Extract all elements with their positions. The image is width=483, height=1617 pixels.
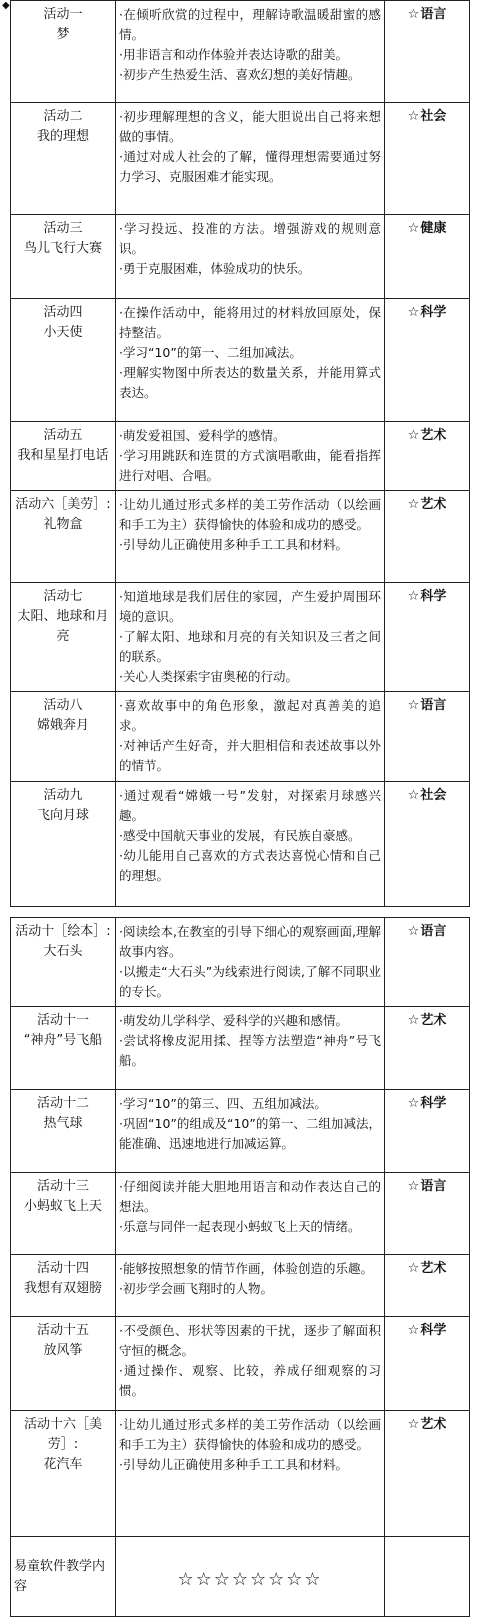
activity-subtitle: 鸟儿飞行大赛 [23,241,102,256]
activity-title: 活动三 [43,221,83,236]
activity-subject-cell [385,299,470,422]
activity-title: 活动八 [43,698,83,713]
activity-subject-cell [385,1090,470,1173]
activity-title-cell [11,422,116,491]
activity-subject-cell [385,1007,470,1090]
star-icon: ☆ [407,1179,420,1194]
objective-item: ·阅读绘本,在教室的引导下细心的观察画面,理解故事内容。 [119,924,381,959]
activity-objectives-cell [116,491,385,583]
activity-title: 活动十四 [36,1261,89,1276]
footer-stars-cell [116,1537,385,1617]
objective-item: ·引导幼儿正确使用多种手工工具和材料。 [119,1457,348,1472]
subject-label: 艺术 [420,497,447,512]
subject-label: 社会 [420,109,447,124]
objective-item: ·能够按照想象的情节作画，体验创造的乐趣。 [119,1261,373,1276]
subject-label: 社会 [420,788,447,803]
rating-stars-icon: ☆☆☆☆☆☆☆☆ [177,1568,323,1590]
activity-title-cell [11,1173,116,1255]
activity-row [11,692,470,782]
activity-title: 活动四 [43,305,83,320]
star-icon: ☆ [407,1096,420,1111]
activity-row [11,299,470,422]
activity-title: 活动六［美劳］: [15,497,111,512]
star-icon: ☆ [407,1417,420,1432]
activity-subtitle: 大石头 [43,944,83,959]
objective-item: ·通过对成人社会的了解，懂得理想需要通过努力学习、克服困难才能实现。 [119,149,381,184]
objective-item: ·学习投远、投准的方法。增强游戏的规则意识。 [119,221,381,256]
activity-subject-cell [385,782,470,907]
activity-objectives-cell [116,1411,385,1537]
activity-subtitle: 飞向月球 [36,808,89,823]
activity-subtitle: 太阳、地球和月亮 [17,609,109,644]
activity-title-cell [11,299,116,422]
activity-table-part-1 [10,0,470,907]
activity-table-body-2 [11,918,470,1537]
objective-item: ·关心人类探索宇宙奥秘的行动。 [119,669,298,684]
activity-subtitle: “神舟”号飞船 [23,1033,103,1048]
star-icon: ☆ [407,7,420,22]
objective-item: ·喜欢故事中的角色形象，激起对真善美的追求。 [119,698,381,733]
activity-subject-cell [385,422,470,491]
activity-objectives-cell [116,299,385,422]
activity-objectives-cell [116,1173,385,1255]
activity-subtitle: 小蚂蚁飞上天 [23,1199,102,1214]
star-icon: ☆ [407,221,420,236]
activity-subject-cell [385,1411,470,1537]
activity-table-body-1 [11,1,470,907]
subject-label: 语言 [420,1179,447,1194]
subject-label: 艺术 [420,1013,447,1028]
activity-subject-cell [385,491,470,583]
activity-subject-cell [385,583,470,692]
activity-title-cell [11,583,116,692]
footer-row [11,1537,470,1617]
objective-item: ·知道地球是我们居住的家园，产生爱护周围环境的意识。 [119,589,381,624]
activity-title-cell [11,491,116,583]
star-icon: ☆ [407,1323,420,1338]
activity-title: 活动十三 [36,1179,89,1194]
activity-title-cell [11,1411,116,1537]
activity-subtitle: 礼物盒 [43,517,83,532]
star-icon: ☆ [407,109,420,124]
activity-objectives-cell [116,1317,385,1411]
activity-objectives-cell [116,692,385,782]
subject-label: 科学 [420,1096,447,1111]
objective-item: ·在操作活动中，能将用过的材料放回原处，保持整洁。 [119,305,381,340]
activity-title-cell [11,692,116,782]
activity-title-cell [11,1317,116,1411]
objective-item: ·初步产生热爱生活、喜欢幻想的美好情趣。 [119,67,361,82]
activity-title-cell [11,782,116,907]
footer-empty-cell [385,1537,470,1617]
activity-objectives-cell [116,422,385,491]
activity-row [11,1,470,103]
footer-label: 易童软件教学内容 [14,1558,106,1594]
activity-objectives-cell [116,1,385,103]
subject-label: 艺术 [420,1417,447,1432]
activity-subject-cell [385,1255,470,1317]
activity-row [11,491,470,583]
objective-item: ·引导幼儿正确使用多种手工工具和材料。 [119,537,348,552]
activity-title-cell [11,103,116,215]
corner-mark: ◆ [2,0,10,11]
activity-row [11,1317,470,1411]
activity-subtitle: 我的理想 [36,129,89,144]
activity-subject-cell [385,692,470,782]
star-icon: ☆ [407,788,420,803]
activity-row [11,103,470,215]
activity-subtitle: 放风筝 [43,1343,83,1358]
activity-row [11,1411,470,1537]
activity-title-cell [11,1007,116,1090]
star-icon: ☆ [407,305,420,320]
activity-table-part-2 [10,917,470,1617]
objective-item: ·让幼儿通过形式多样的美工劳作活动（以绘画和手工为主）获得愉快的体验和成功的感受。 [119,1417,381,1452]
objective-item: ·以搬走“大石头”为线索进行阅读,了解不同职业的专长。 [119,964,381,999]
activity-row [11,422,470,491]
objective-item: ·通过观看“嫦娥一号”发射，对探索月球感兴趣。 [119,788,381,823]
activity-subtitle: 我和星星打电话 [17,448,109,463]
activity-title-cell [11,1255,116,1317]
objective-item: ·感受中国航天事业的发展，有民族自豪感。 [119,828,361,843]
objective-item: ·理解实物图中所表达的数量关系，并能用算式表达。 [119,365,381,400]
subject-label: 科学 [420,305,447,320]
activity-title: 活动十一 [36,1013,89,1028]
activity-subject-cell [385,1317,470,1411]
activity-title: 活动五 [43,428,83,443]
curriculum-document [10,0,460,1617]
subject-label: 艺术 [420,1261,447,1276]
activity-subtitle: 我想有双翅膀 [23,1281,102,1296]
objective-item: ·初步理解理想的含义，能大胆说出自己将来想做的事情。 [119,109,381,144]
objective-item: ·萌发爱祖国、爱科学的感情。 [119,428,286,443]
star-icon: ☆ [407,497,420,512]
star-icon: ☆ [407,698,420,713]
objective-item: ·萌发幼儿学科学、爱科学的兴趣和感情。 [119,1013,348,1028]
objective-item: ·通过操作、观察、比较，养成仔细观察的习惯。 [119,1363,381,1398]
objective-item: ·巩固“10”的组成及“10”的第一、二组加减法，能准确、迅速地进行加减运算。 [119,1116,381,1151]
activity-objectives-cell [116,782,385,907]
activity-title: 活动七 [43,589,83,604]
objective-item: ·不受颜色、形状等因素的干扰，逐步了解面积守恒的概念。 [119,1323,381,1358]
star-icon: ☆ [407,589,420,604]
activity-subtitle: 嫦娥奔月 [36,718,89,733]
activity-subtitle: 梦 [56,27,70,42]
objective-item: ·在倾听欣赏的过程中，理解诗歌温暖甜蜜的感情。 [119,7,381,42]
activity-subtitle: 花汽车 [43,1457,83,1472]
activity-row [11,215,470,299]
activity-objectives-cell [116,1007,385,1090]
activity-title: 活动九 [43,788,83,803]
objective-item: ·勇于克服困难，体验成功的快乐。 [119,261,311,276]
activity-subject-cell [385,1,470,103]
activity-title-cell [11,1090,116,1173]
subject-label: 语言 [420,7,447,22]
activity-row [11,1173,470,1255]
activity-title: 活动十五 [36,1323,89,1338]
activity-row [11,1090,470,1173]
subject-label: 语言 [420,698,447,713]
activity-title-cell [11,918,116,1007]
star-icon: ☆ [407,428,420,443]
subject-label: 语言 [420,924,447,939]
star-icon: ☆ [407,1261,420,1276]
activity-row [11,583,470,692]
objective-item: ·对神话产生好奇，并大胆相信和表述故事以外的情节。 [119,738,381,773]
subject-label: 健康 [420,221,447,236]
subject-label: 科学 [420,1323,447,1338]
activity-title-cell [11,215,116,299]
activity-title: 活动一 [43,7,83,22]
activity-title: 活动十二 [36,1096,89,1111]
activity-title: 活动二 [43,109,83,124]
star-icon: ☆ [407,1013,420,1028]
activity-objectives-cell [116,1255,385,1317]
objective-item: ·学习“10”的第一、二组加减法。 [119,345,302,360]
objective-item: ·仔细阅读并能大胆地用语言和动作表达自己的想法。 [119,1179,381,1214]
objective-item: ·了解太阳、地球和月亮的有关知识及三者之间的联系。 [119,629,381,664]
activity-objectives-cell [116,1090,385,1173]
activity-subject-cell [385,103,470,215]
activity-row [11,1255,470,1317]
activity-title: 活动十［绘本］: [15,924,111,939]
activity-title: 活动十六［美劳］: [23,1417,102,1452]
activity-objectives-cell [116,103,385,215]
objective-item: ·学习用跳跃和连贯的方式演唱歌曲，能看指挥进行对唱、合唱。 [119,448,381,483]
activity-title-cell [11,1,116,103]
objective-item: ·初步学会画飞翔时的人物。 [119,1281,273,1296]
activity-row [11,918,470,1007]
activity-subject-cell [385,1173,470,1255]
page-gap [10,907,460,917]
objective-item: ·用非语言和动作体验并表达诗歌的甜美。 [119,47,348,62]
star-icon: ☆ [407,924,420,939]
activity-objectives-cell [116,215,385,299]
footer-label-cell [11,1537,116,1617]
activity-objectives-cell [116,583,385,692]
activity-row [11,782,470,907]
activity-subtitle: 小天使 [43,325,83,340]
activity-subtitle: 热气球 [43,1116,83,1131]
subject-label: 科学 [420,589,447,604]
activity-subject-cell [385,918,470,1007]
activity-row [11,1007,470,1090]
objective-item: ·乐意与同伴一起表现小蚂蚁飞上天的情绪。 [119,1219,361,1234]
objective-item: ·让幼儿通过形式多样的美工劳作活动（以绘画和手工为主）获得愉快的体验和成功的感受。 [119,497,381,532]
objective-item: ·尝试将橡皮泥用揉、捏等方法塑造“神舟”号飞船。 [119,1033,381,1068]
subject-label: 艺术 [420,428,447,443]
objective-item: ·学习“10”的第三、四、五组加减法。 [119,1096,327,1111]
objective-item: ·幼儿能用自己喜欢的方式表达喜悦心情和自己的理想。 [119,848,381,883]
activity-objectives-cell [116,918,385,1007]
activity-subject-cell [385,215,470,299]
